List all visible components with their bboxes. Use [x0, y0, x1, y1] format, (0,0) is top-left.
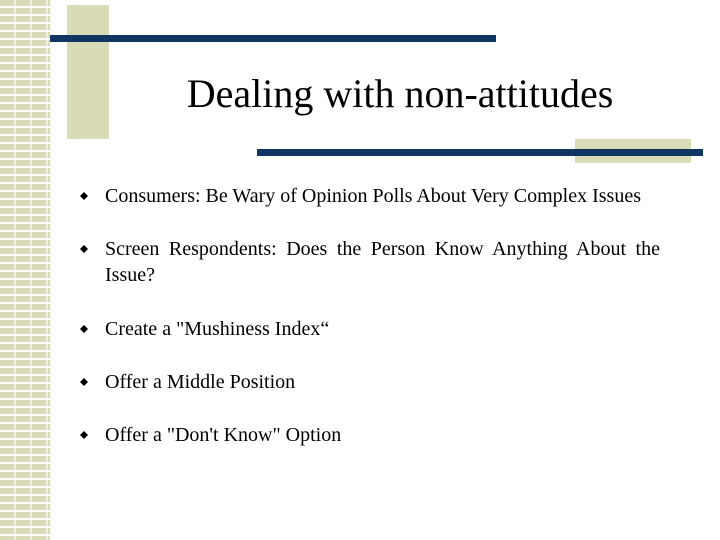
bullet-text: Consumers: Be Wary of Opinion Polls About Very Complex Issues: [105, 185, 641, 207]
bullet-item-consumers: [76, 183, 660, 209]
diamond-bullet-icon: [80, 245, 88, 253]
bullet-text: Create a "Mushiness Index“: [105, 318, 330, 340]
bullet-item-mushiness-index: [76, 316, 660, 342]
bullet-text: Screen Respondents: Does the Person Know Anything About the Issue?: [105, 238, 660, 286]
bullet-text: Offer a Middle Position: [105, 371, 296, 393]
bullet-list: [76, 183, 660, 475]
striped-left-margin: [0, 0, 50, 540]
title-rule-top: [50, 35, 496, 42]
diamond-bullet-icon: [80, 378, 88, 386]
diamond-bullet-icon: [80, 192, 88, 200]
bullet-item-middle-position: [76, 369, 660, 395]
diamond-bullet-icon: [80, 325, 88, 333]
diamond-bullet-icon: [80, 431, 88, 439]
decorative-olive-block-top: [67, 5, 109, 139]
bullet-text: Offer a "Don't Know" Option: [105, 424, 342, 446]
bullet-item-screen-respondents: [76, 236, 660, 288]
bullet-item-dont-know-option: [76, 422, 660, 448]
slide-title: Dealing with non-attitudes: [186, 71, 614, 116]
title-rule-bottom: [257, 149, 703, 156]
